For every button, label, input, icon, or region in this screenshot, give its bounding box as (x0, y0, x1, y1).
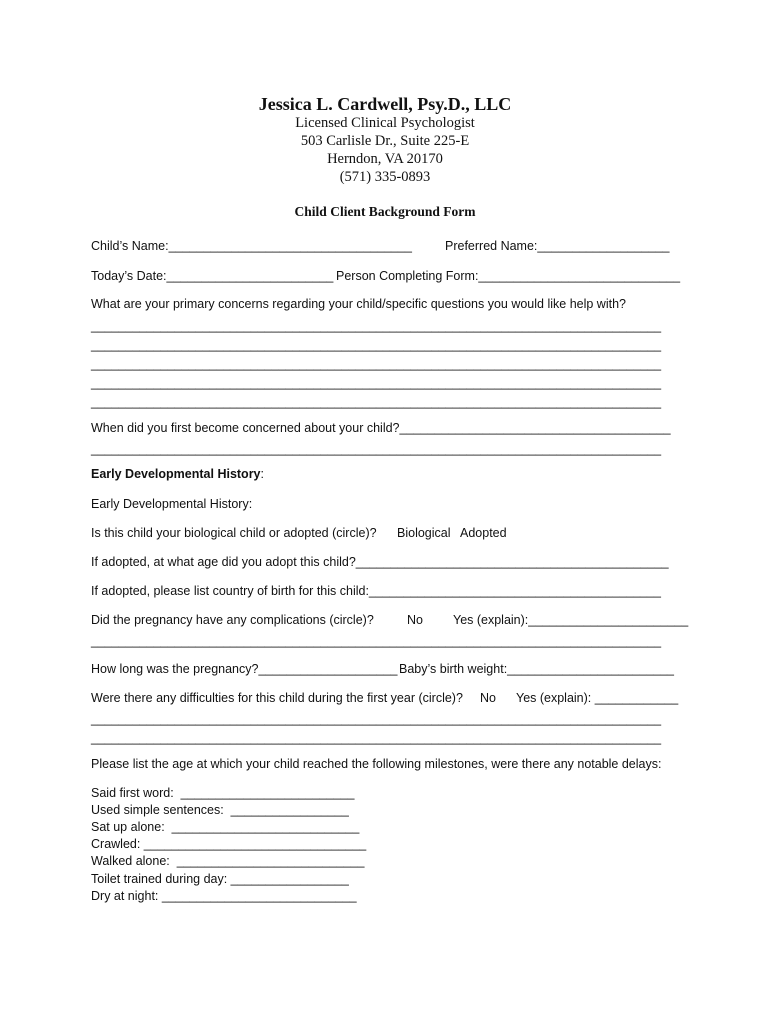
first-concerned-line-2[interactable]: __________________________________________________________________________________ (91, 442, 662, 456)
first-year-explain-line-2[interactable]: __________________________________________________________________________________ (91, 731, 662, 745)
bio-adopted-question: Is this child your biological child or adopted (circle)? (91, 526, 377, 540)
first-year-no-option[interactable]: No (480, 691, 496, 705)
first-concerned-field[interactable]: When did you first become concerned about your child?_______________________________________ (91, 421, 671, 435)
practice-phone: (571) 335-0893 (339, 169, 431, 185)
practice-address-line2: Herndon, VA 20170 (327, 151, 443, 167)
pregnancy-explain-line[interactable]: __________________________________________________________________________________ (91, 634, 662, 648)
early-dev-heading-colon: : (260, 467, 264, 481)
practice-address-line1: 503 Carlisle Dr., Suite 225-E (300, 133, 470, 149)
first-year-yes-explain-field[interactable]: Yes (explain): ____________ (516, 691, 679, 705)
biological-option[interactable]: Biological (397, 526, 451, 540)
first-year-question: Were there any difficulties for this child during the first year (circle)? (91, 691, 463, 705)
primary-concerns-label: What are your primary concerns regarding your child/specific questions you would like help with? (91, 297, 626, 311)
pregnancy-complications-question: Did the pregnancy have any complications (circle)? (91, 613, 374, 627)
early-dev-subheading: Early Developmental History: (91, 497, 253, 511)
early-dev-heading-text: Early Developmental History (91, 467, 261, 481)
adopted-option[interactable]: Adopted (460, 526, 507, 540)
milestone-toilet-trained[interactable]: Toilet trained during day: _________________ (91, 872, 349, 886)
concerns-line-1[interactable]: __________________________________________________________________________________ (91, 319, 662, 333)
concerns-line-3[interactable]: __________________________________________________________________________________ (91, 357, 662, 371)
pregnancy-no-option[interactable]: No (407, 613, 423, 627)
adopt-age-field[interactable]: If adopted, at what age did you adopt this child?_____________________________________________ (91, 555, 669, 569)
milestone-crawled[interactable]: Crawled: ________________________________ (91, 837, 367, 851)
adopt-country-field[interactable]: If adopted, please list country of birth for this child:__________________________________________ (91, 584, 661, 598)
practice-name: Jessica L. Cardwell, Psy.D., LLC (258, 94, 512, 114)
early-dev-heading (91, 466, 264, 482)
preferred-name-field[interactable]: Preferred Name:___________________ (445, 239, 670, 253)
milestone-sat-up[interactable]: Sat up alone: ___________________________ (91, 820, 360, 834)
birth-weight-field[interactable]: Baby’s birth weight:________________________ (399, 662, 675, 676)
practice-subtitle: Licensed Clinical Psychologist (295, 115, 475, 131)
first-year-explain-line-1[interactable]: __________________________________________________________________________________ (91, 712, 662, 726)
pregnancy-yes-explain-field[interactable]: Yes (explain):_______________________ (453, 613, 689, 627)
pregnancy-length-field[interactable]: How long was the pregnancy?____________________ (91, 662, 398, 676)
milestone-walked[interactable]: Walked alone: ___________________________ (91, 854, 365, 868)
milestone-simple-sentences[interactable]: Used simple sentences: _________________ (91, 803, 349, 817)
todays-date-field[interactable]: Today’s Date:________________________ (91, 269, 334, 283)
milestones-prompt: Please list the age at which your child reached the following milestones, were there any notable delays: (91, 757, 662, 771)
concerns-line-5[interactable]: __________________________________________________________________________________ (91, 395, 662, 409)
form-title: Child Client Background Form (294, 204, 476, 219)
milestone-dry-at-night[interactable]: Dry at night: ____________________________ (91, 889, 357, 903)
concerns-line-4[interactable]: __________________________________________________________________________________ (91, 376, 662, 390)
milestone-first-word[interactable]: Said first word: _________________________ (91, 786, 355, 800)
childs-name-field[interactable]: Child’s Name:___________________________________ (91, 239, 412, 253)
concerns-line-2[interactable]: __________________________________________________________________________________ (91, 338, 662, 352)
person-completing-field[interactable]: Person Completing Form:_____________________________ (336, 269, 681, 283)
